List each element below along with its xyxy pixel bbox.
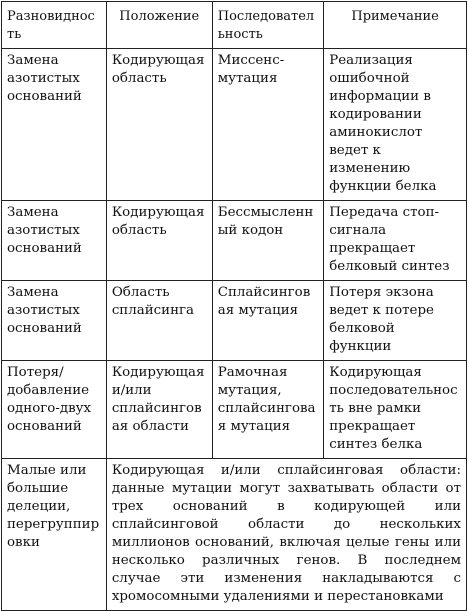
cell-note: Кодирующая последовательность вне рамки прекращает синтез белка [324,361,467,459]
cell-position: Кодирующая и/или сплайсинговая области [106,361,212,459]
cell-sequence: Сплайсинговая мутация [212,281,324,361]
mutation-types-table [1,1,467,611]
cell-note: Реализация ошибочной информации в кодировании аминокислот ведет к изменению функции белка [324,49,467,201]
cell-note: Потеря экзона ведет к потере белковой функции [324,281,467,361]
table-row [2,459,467,611]
header-type: Разновидность [2,2,107,49]
cell-type: Замена азотистых оснований [2,201,107,281]
cell-position: Область сплайсинга [106,281,212,361]
table-row [2,361,467,459]
cell-type: Замена азотистых оснований [2,49,107,201]
cell-sequence: Рамочная мутация, сплайсинговая мутация [212,361,324,459]
cell-note: Передача стоп-сигнала прекращает белковый синтез [324,201,467,281]
header-position: Положение [106,2,212,49]
cell-merged-description: Кодирующая и/или сплайсинговая области: данные мутации могут захватывать области от трех оснований в кодирующей или сплайсинговой области до нескольких миллионов оснований, включая целые гены или несколько различных генов. В последнем случае эти изменения накладываются с хромосомными удалениями и перестановками [106,459,466,611]
cell-type: Малые или большие делеции, перегруппировки [2,459,107,611]
cell-sequence: Бессмысленный кодон [212,201,324,281]
header-note: Примечание [324,2,467,49]
cell-position: Кодирующая область [106,201,212,281]
table-row [2,281,467,361]
header-sequence: Последовательность [212,2,324,49]
cell-type: Потеря/добавление одного-двух оснований [2,361,107,459]
table-row [2,201,467,281]
cell-sequence: Миссенс-мутация [212,49,324,201]
cell-type: Замена азотистых оснований [2,281,107,361]
table-header-row [2,2,467,49]
table-row [2,49,467,201]
cell-position: Кодирующая область [106,49,212,201]
